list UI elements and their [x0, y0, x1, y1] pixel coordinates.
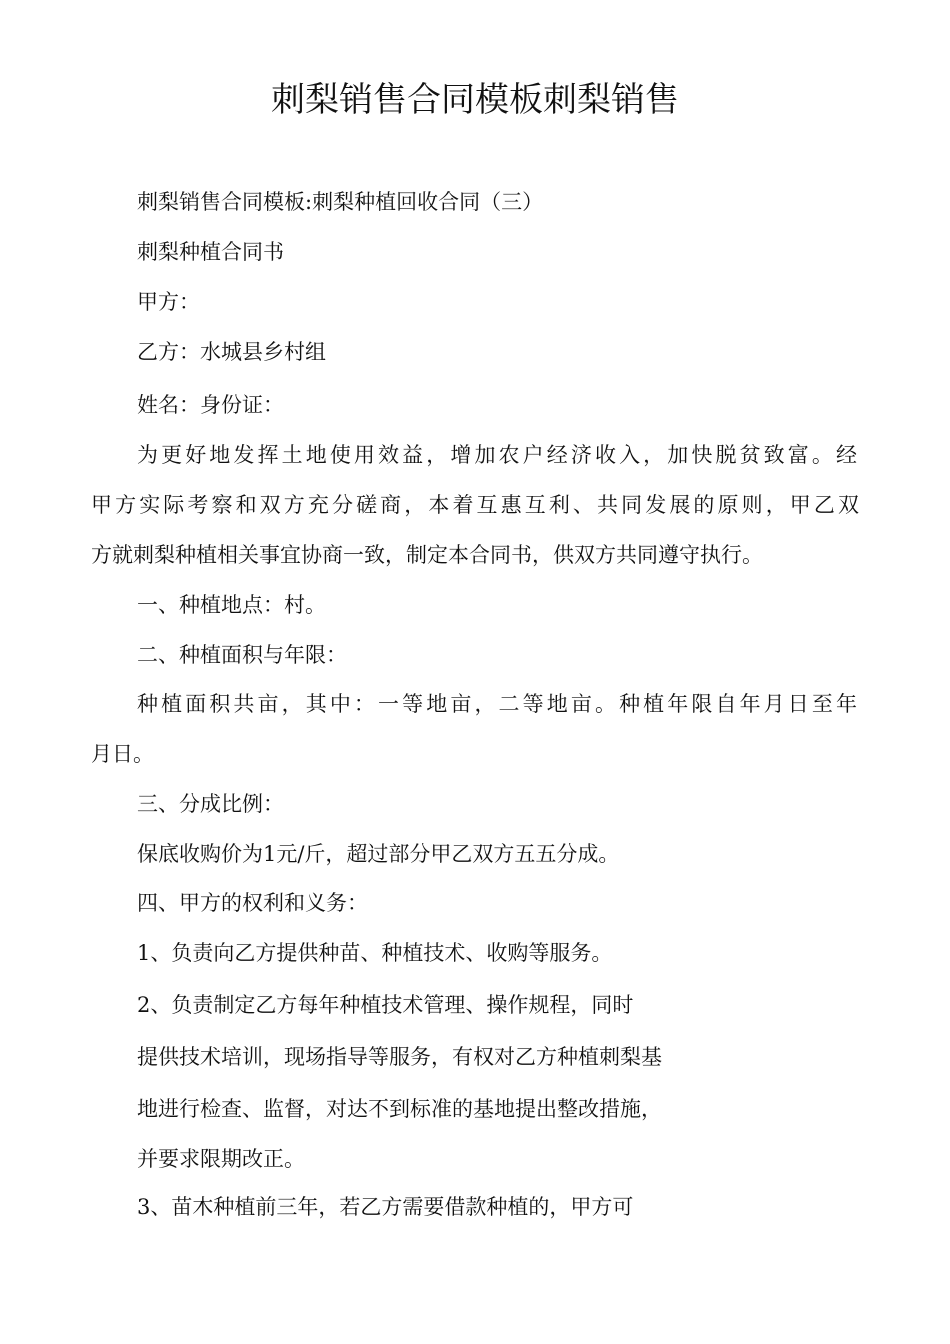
paragraph-line: 提供技术培训，现场指导等服务，有权对乙方种植刺梨基 — [137, 1045, 662, 1069]
paragraph-line: 地进行检查、监督，对达不到标准的基地提出整改措施， — [137, 1097, 662, 1121]
paragraph-line: 为更好地发挥土地使用效益，增加农户经济收入，加快脱贫致富。经 — [137, 443, 857, 467]
list-item: 1、负责向乙方提供种苗、种植技术、收购等服务。 — [137, 941, 613, 965]
paragraph-line: 并要求限期改正。 — [137, 1147, 305, 1171]
paragraph-line: 种植面积共亩，其中：一等地亩，二等地亩。种植年限自年月日至年 — [137, 692, 857, 716]
section-heading: 四、甲方的权利和义务： — [137, 891, 368, 915]
paragraph-line: 甲方实际考察和双方充分磋商，本着互惠互利、共同发展的原则，甲乙双 — [91, 493, 859, 517]
party-b-line: 乙方：水城县乡村组 — [137, 340, 326, 364]
section-heading: 二、种植面积与年限： — [137, 643, 347, 667]
list-item: 3、苗木种植前三年，若乙方需要借款种植的，甲方可 — [137, 1195, 634, 1219]
section-heading: 三、分成比例： — [137, 792, 284, 816]
paragraph-line: 月日。 — [91, 742, 154, 766]
section-heading: 一、种植地点：村。 — [137, 593, 326, 617]
contract-subtitle: 刺梨销售合同模板:刺梨种植回收合同（三） — [137, 190, 544, 214]
paragraph-line: 方就刺梨种植相关事宜协商一致，制定本合同书，供双方共同遵守执行。 — [91, 543, 763, 567]
list-item: 2、负责制定乙方每年种植技术管理、操作规程，同时 — [137, 993, 634, 1017]
party-a-line: 甲方： — [137, 290, 200, 314]
name-id-line: 姓名：身份证： — [137, 393, 284, 417]
paragraph-line: 保底收购价为1元/斤，超过部分甲乙双方五五分成。 — [137, 842, 620, 866]
document-title: 刺梨销售合同模板刺梨销售 — [271, 80, 679, 120]
contract-name: 刺梨种植合同书 — [137, 240, 284, 264]
